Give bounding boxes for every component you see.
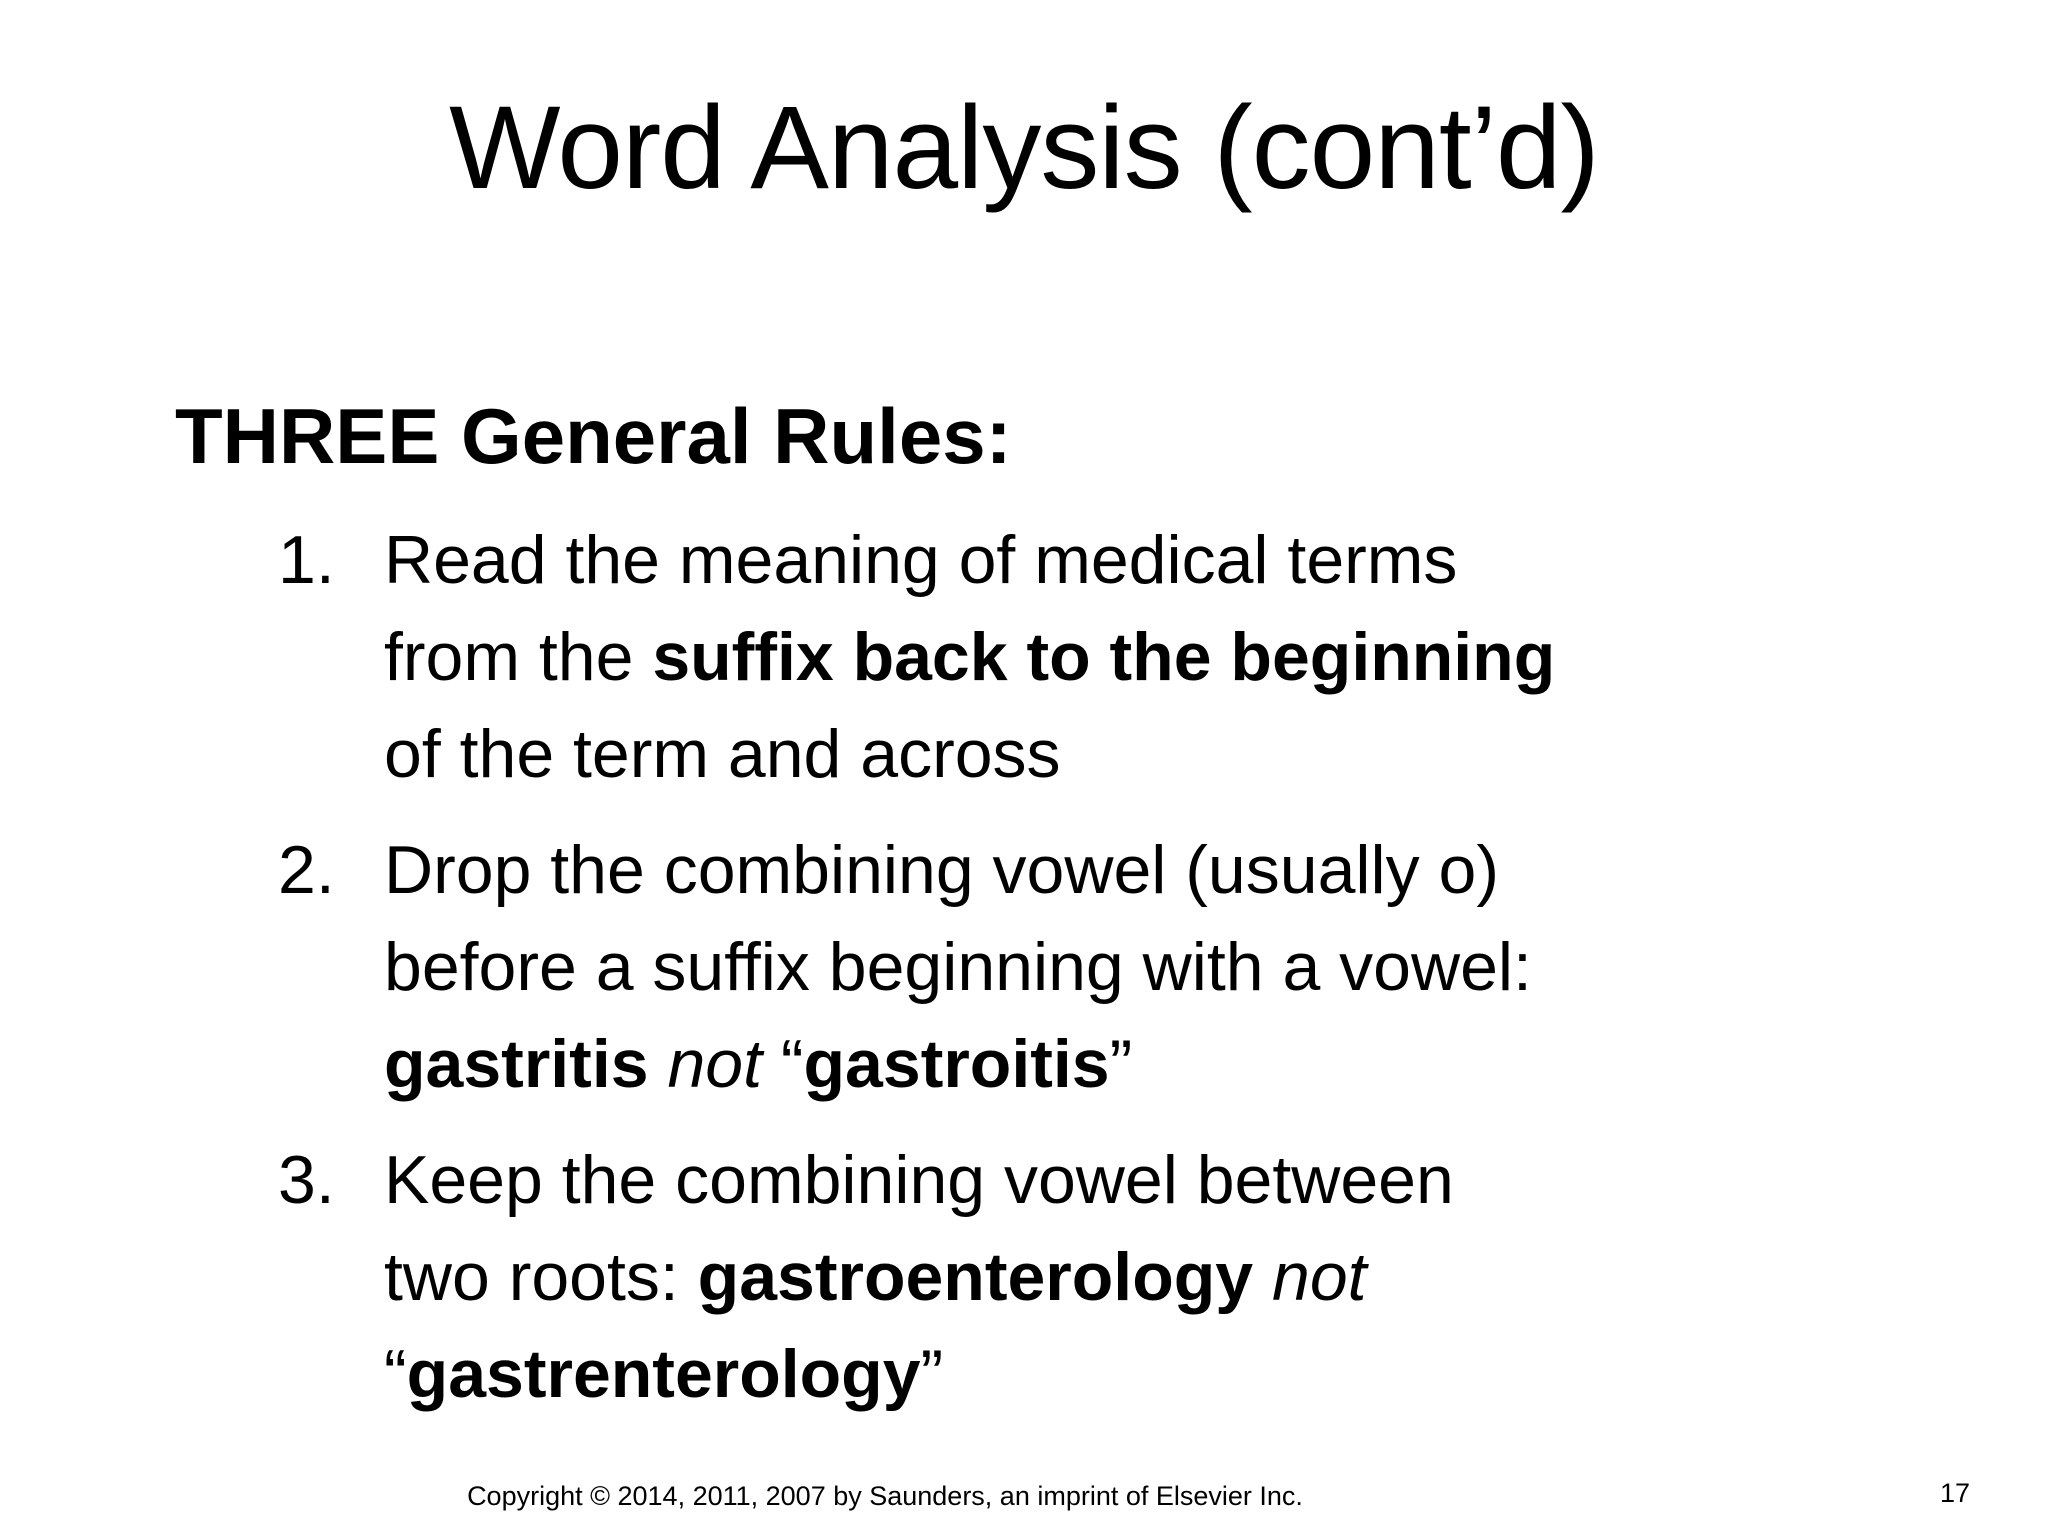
- section-heading: THREE General Rules:: [175, 392, 1012, 480]
- open-quote: “: [761, 1026, 804, 1102]
- rule-number: 1.: [278, 522, 335, 598]
- correct-example: gastritis: [384, 1026, 649, 1102]
- close-quote: ”: [1109, 1026, 1133, 1102]
- rule-text: Read the meaning of medical terms: [384, 522, 1458, 598]
- rule-text: before a suffix beginning with a vowel:: [384, 929, 1532, 1005]
- rule-text: from the: [384, 619, 653, 695]
- rule-item-2: [278, 822, 1778, 1113]
- rule-emphasis: suffix back to the beginning: [652, 619, 1556, 695]
- rule-text: Keep the combining vowel between: [384, 1142, 1454, 1218]
- rule-text: two roots:: [384, 1239, 698, 1315]
- slide-title: Word Analysis (cont’d): [449, 82, 1599, 214]
- open-quote: “: [384, 1336, 407, 1412]
- rules-list: [278, 512, 1778, 1423]
- rule-text: of the term and across: [384, 716, 1061, 792]
- close-quote: ”: [920, 1336, 944, 1412]
- correct-example: gastroenterology: [697, 1239, 1254, 1315]
- rule-number: 2.: [278, 832, 335, 908]
- rule-number: 3.: [278, 1142, 335, 1218]
- incorrect-example: gastroitis: [803, 1026, 1110, 1102]
- page-number: 17: [1940, 1478, 1971, 1508]
- rule-item-3: [278, 1132, 1778, 1423]
- copyright-footer: Copyright © 2014, 2011, 2007 by Saunders, an imprint of Elsevier Inc.: [467, 1481, 1303, 1511]
- not-word: not: [1272, 1239, 1367, 1315]
- rule-item-1: [278, 512, 1778, 803]
- rule-text: Drop the combining vowel (usually o): [384, 832, 1499, 908]
- not-word: not: [667, 1026, 762, 1102]
- incorrect-example: gastrenterology: [406, 1336, 921, 1412]
